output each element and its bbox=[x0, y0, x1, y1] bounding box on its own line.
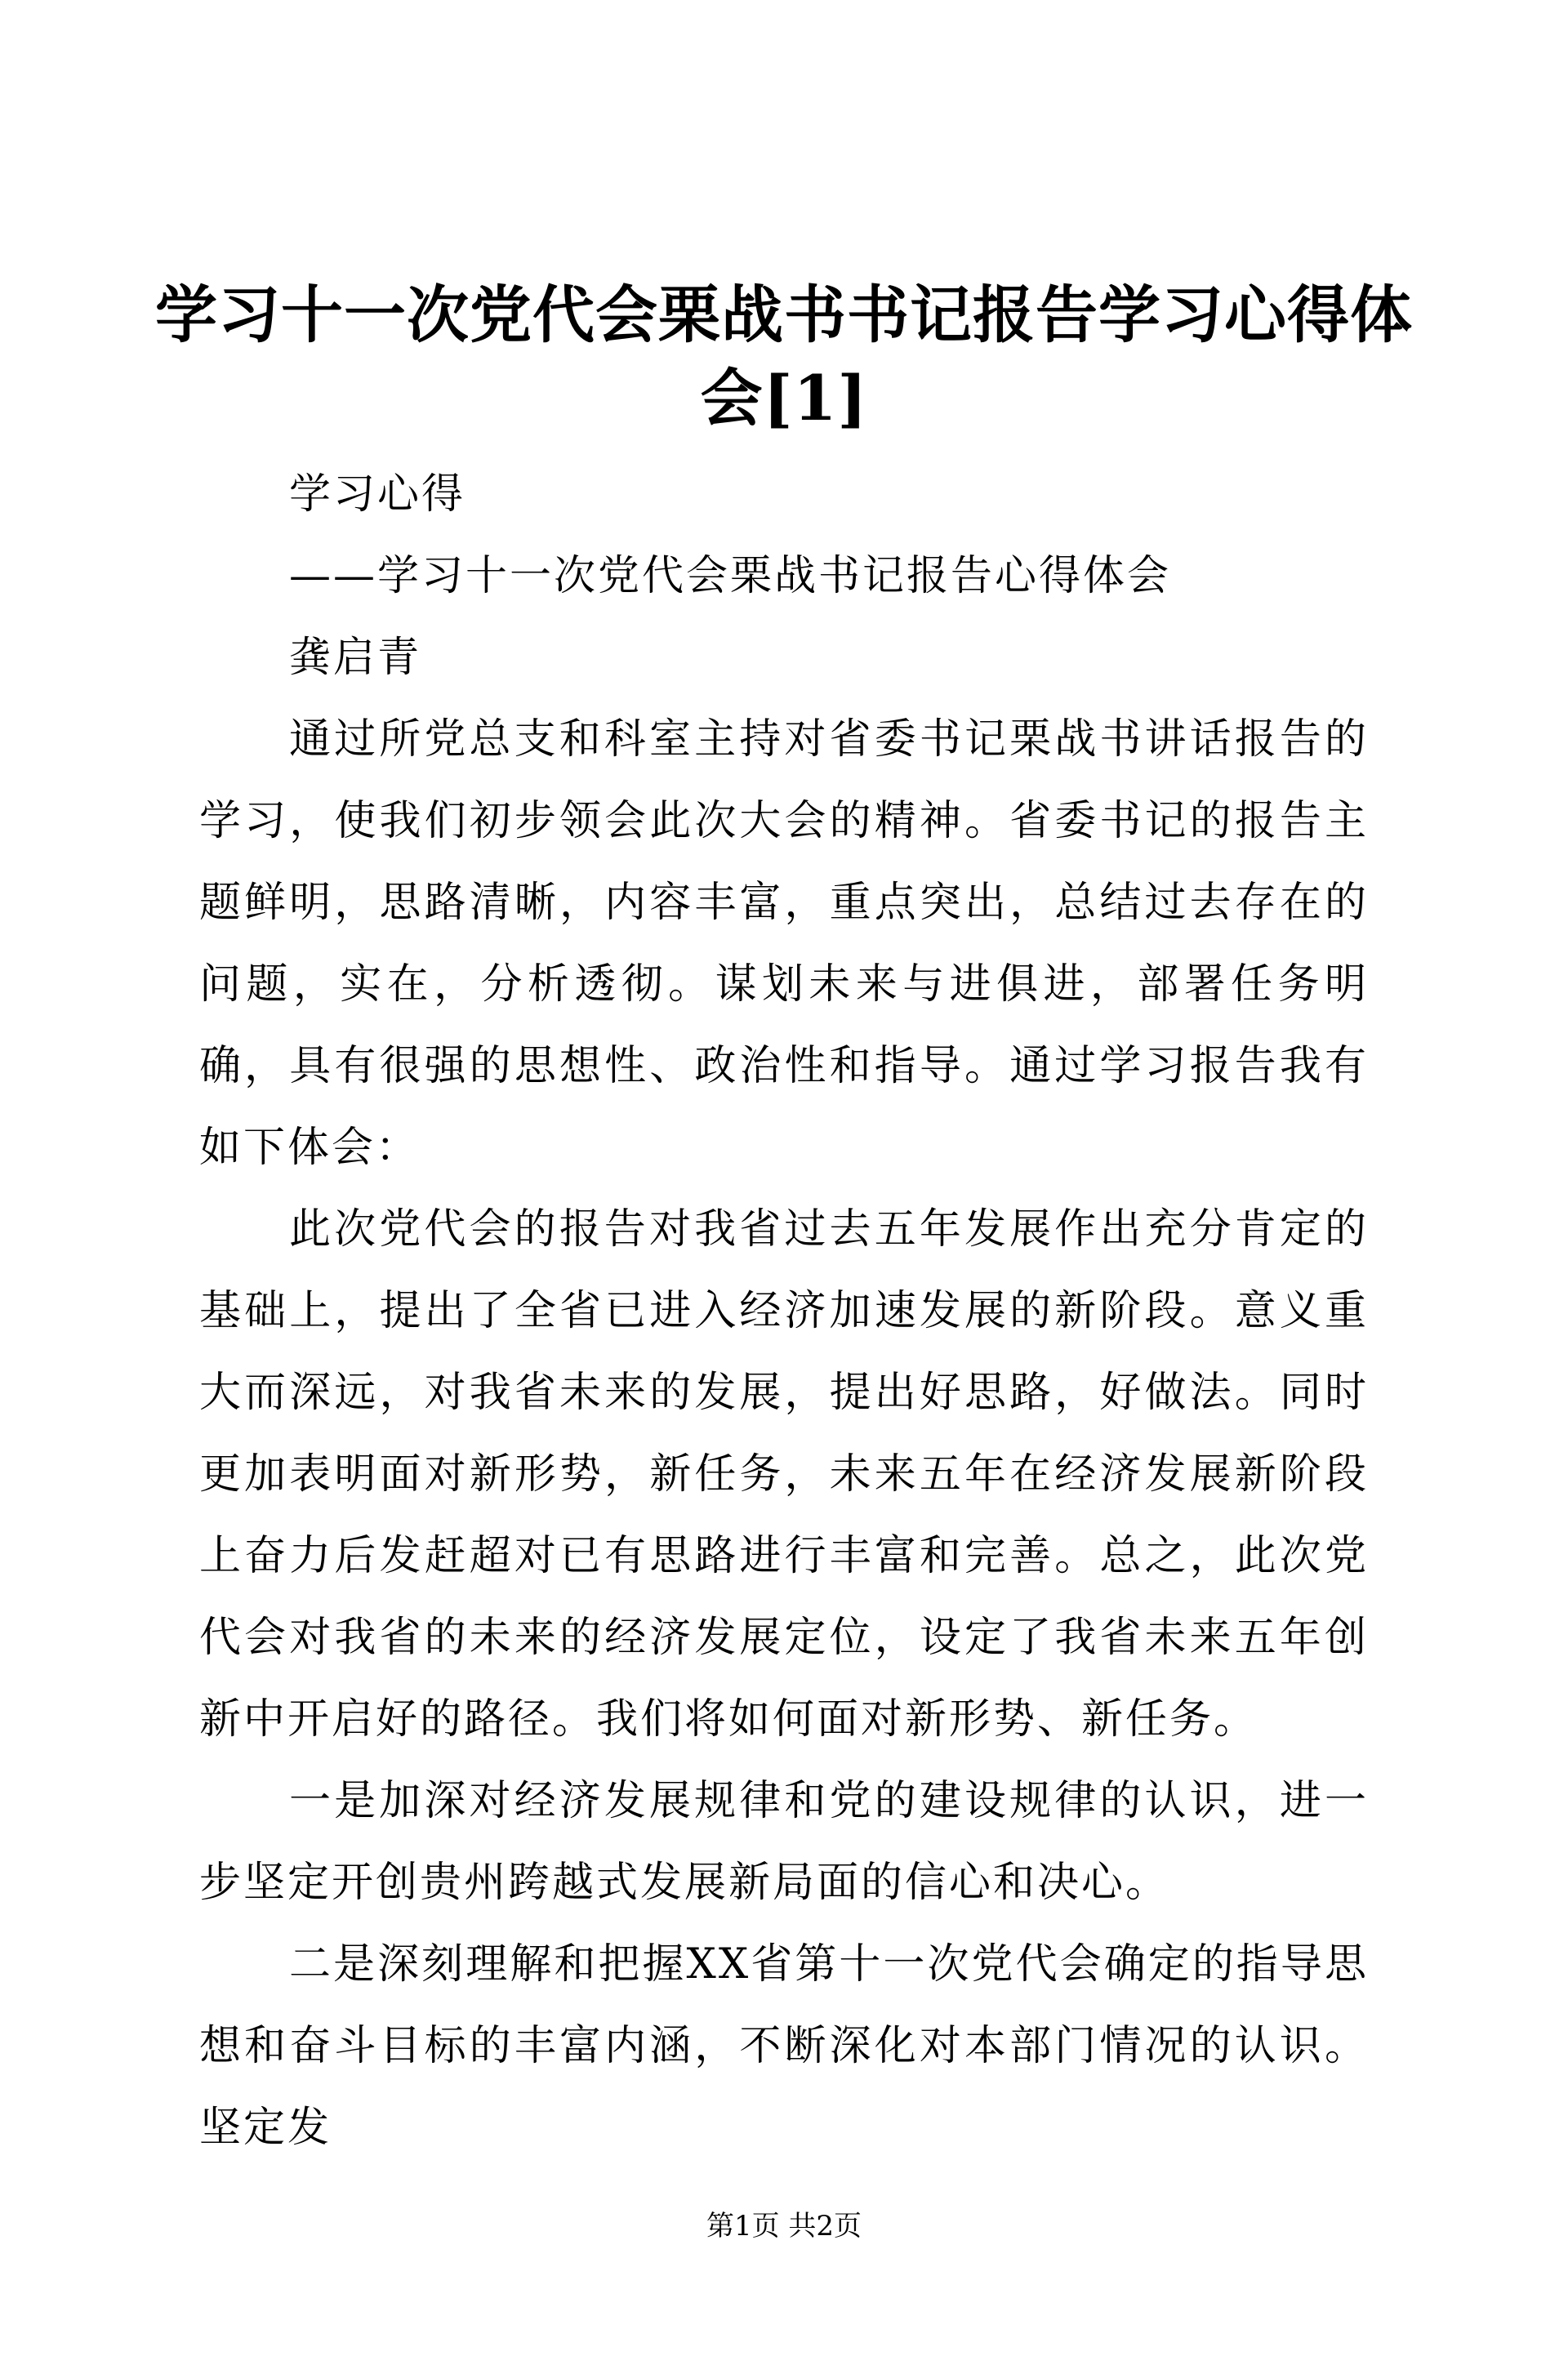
page-number: 第1页 共2页 bbox=[706, 2210, 862, 2243]
document-body bbox=[199, 454, 1369, 2169]
subtitle-label: 学习心得 bbox=[289, 470, 466, 519]
subtitle: ——学习十一次党代会栗战书记报告心得体会 bbox=[289, 552, 1172, 600]
author: 龚启青 bbox=[289, 634, 422, 682]
paragraph: 一是加深对经济发展规律和党的建设规律的认识，进一步坚定开创贵州跨越式发展新局面的信心和决心。 bbox=[199, 1777, 1369, 1907]
paragraph: 此次党代会的报告对我省过去五年发展作出充分肯定的基础上，提出了全省已进入经济加速发展的新阶段。意义重大而深远，对我省未来的发展，提出好思路，好做法。同时更加表明面对新形势，新任务，未来五年在经济发展新阶段上奋力后发赶超对已有思路进行丰富和完善。总之，此次党代会对我省的未来的经济发展定位，设定了我省未来五年创新中开启好的路径。我们将如何面对新形势、新任务。 bbox=[199, 1205, 1369, 1744]
paragraph: 二是深刻理解和把握XX省第十一次党代会确定的指导思想和奋斗目标的丰富内涵，不断深化对本部门情况的认识。坚定发 bbox=[199, 1940, 1369, 2152]
document-title: 学习十一次党代会栗战书书记报告学习心得体会[1] bbox=[155, 278, 1413, 434]
paragraph: 通过所党总支和科室主持对省委书记栗战书讲话报告的学习，使我们初步领会此次大会的精神。省委书记的报告主题鲜明，思路清晰，内容丰富，重点突出，总结过去存在的问题，实在，分析透彻。谋划未来与进俱进，部署任务明确，具有很强的思想性、政治性和指导。通过学习报告我有如下体会： bbox=[199, 715, 1369, 1172]
